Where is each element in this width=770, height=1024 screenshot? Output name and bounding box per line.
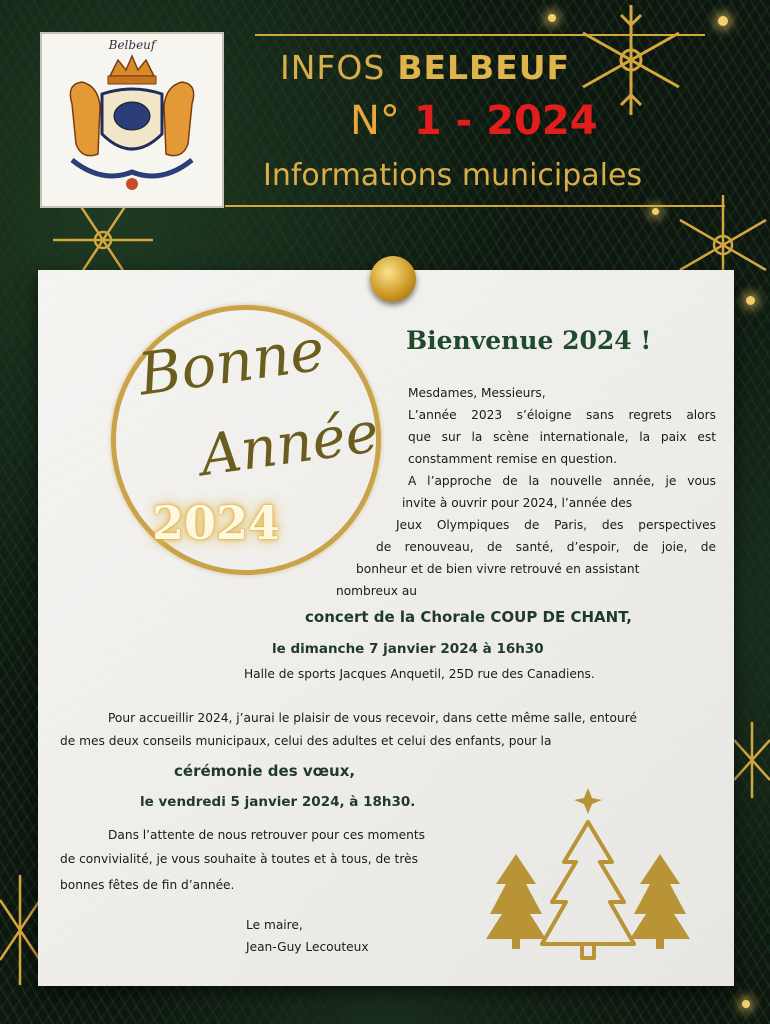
letter-line: Dans l’attente de nous retrouver pour ces moments — [108, 828, 426, 842]
divider — [225, 205, 725, 207]
light-sparkle — [742, 1000, 750, 1008]
light-sparkle — [548, 14, 556, 22]
letter-line: constamment remise en question. — [408, 452, 617, 466]
letter-line: bonnes fêtes de fin d’année. — [60, 878, 235, 892]
letter-line: A l’approche de la nouvelle année, je vous — [408, 474, 716, 488]
greeting-annee: Année — [196, 399, 383, 490]
coat-of-arms-icon — [42, 34, 222, 206]
snowflake-icon — [48, 200, 158, 280]
letter-title: Bienvenue 2024 ! — [406, 326, 652, 355]
issue-number — [350, 98, 598, 144]
divider — [255, 34, 705, 36]
voeux-date: le vendredi 5 janvier 2024, à 18h30. — [140, 794, 416, 810]
letter-line: invite à ouvrir pour 2024, l’année des — [402, 496, 633, 510]
light-sparkle — [718, 16, 728, 26]
snowflake-icon — [0, 870, 40, 990]
issue-value: 1 - 2024 — [413, 98, 598, 144]
letter-line: de convivialité, je vous souhaite à toutes et à tous, de très — [60, 852, 418, 866]
letter-salutation: Mesdames, Messieurs, — [408, 386, 546, 400]
header-title — [280, 48, 570, 87]
header-infos: INFOS — [280, 48, 386, 87]
letter-line: bonheur et de bien vivre retrouvé en assistant — [356, 562, 640, 576]
number-label: N° — [350, 98, 400, 144]
header-subtitle: Informations municipales — [263, 158, 643, 193]
letter-line: L’année 2023 s’éloigne sans regrets alors — [408, 408, 716, 422]
crest-name: Belbeuf — [108, 38, 156, 52]
concert-place: Halle de sports Jacques Anquetil, 25D rue des Canadiens. — [244, 667, 595, 681]
signature-name: Jean-Guy Lecouteux — [246, 940, 369, 954]
concert-title: concert de la Chorale COUP DE CHANT, — [305, 608, 632, 626]
letter-line: que sur la scène internationale, la paix est — [408, 430, 716, 444]
letter-line: nombreux au — [336, 584, 418, 598]
coat-of-arms-logo — [40, 32, 224, 208]
greeting-bonne: Bonne — [134, 315, 329, 409]
snowflake-icon — [734, 720, 770, 800]
christmas-trees-icon — [486, 784, 690, 966]
letter-line: de renouveau, de santé, d’espoir, de joie, de — [376, 540, 716, 554]
header-town: BELBEUF — [397, 48, 571, 87]
letter-line: Jeux Olympiques de Paris, des perspectives — [396, 518, 716, 532]
concert-date: le dimanche 7 janvier 2024 à 16h30 — [272, 641, 544, 657]
letter-line: de mes deux conseils municipaux, celui des adultes et celui des enfants, pour la — [60, 734, 552, 748]
newsletter-header — [225, 30, 725, 210]
greeting-year: 2024 — [152, 496, 281, 550]
letter-line: Pour accueillir 2024, j’aurai le plaisir de vous recevoir, dans cette même salle, entouré — [108, 711, 637, 725]
voeux-title: cérémonie des vœux, — [174, 762, 356, 780]
signature-role: Le maire, — [246, 918, 303, 932]
pin-icon — [370, 256, 416, 302]
